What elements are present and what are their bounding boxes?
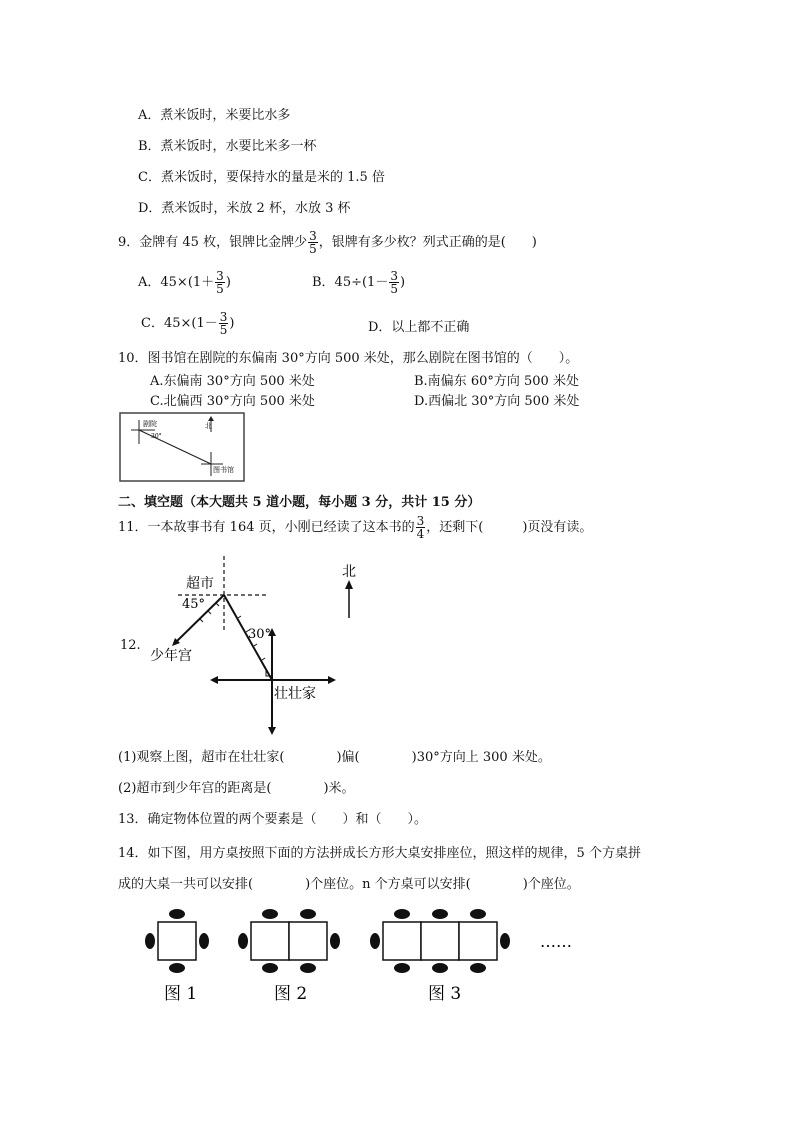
section-2-title: 二、填空题（本大题共 5 道小题，每小题 3 分，共计 15 分） xyxy=(118,495,481,510)
q10-option-d: D.西偏北 30°方向 500 米处 xyxy=(414,394,580,409)
q11-stem-text: 11．一本故事书有 164 页，小刚已经读了这本书的 xyxy=(118,520,415,535)
q12-direction-figure xyxy=(140,556,380,736)
fig-3-table xyxy=(370,909,510,973)
fig-north-label: 北 xyxy=(205,422,212,430)
fraction-denominator: 5 xyxy=(309,242,317,256)
fraction-numerator: 3 xyxy=(219,310,228,324)
fig-zhuang-home-label: 壮壮家 xyxy=(274,686,316,702)
fig-1-table xyxy=(145,909,209,973)
fig-3-caption: 图 3 xyxy=(428,984,462,1004)
fig-ellipsis: …… xyxy=(540,932,572,951)
q9-stem xyxy=(118,228,537,258)
q13-stem: 13．确定物体位置的两个要素是（ ）和（ ）。 xyxy=(118,812,428,827)
fig-45-label: 45° xyxy=(182,597,206,612)
paren-close: ) xyxy=(229,316,235,331)
fig-supermarket-label: 超市 xyxy=(186,576,214,592)
fig-youth-palace-label: 少年宫 xyxy=(150,648,192,664)
home-west-arrow-icon xyxy=(210,676,218,684)
q14-line-1: 14．如下图，用方桌按照下面的方法拼成长方形大桌安排座位，照这样的规律，5 个方桌拼 xyxy=(118,846,641,861)
q9-option-a-text: A．45×(1＋ xyxy=(138,275,215,290)
q10-option-a: A.东偏南 30°方向 500 米处 xyxy=(150,374,315,389)
fig-theater-label: 剧院 xyxy=(143,420,157,428)
q12-part-2: (2)超市到少年宫的距离是( )米。 xyxy=(118,781,355,796)
home-east-arrow-icon xyxy=(328,676,336,684)
fig-north-label: 北 xyxy=(342,564,356,580)
fraction-denominator: 5 xyxy=(216,282,224,296)
q9-stem-text-end: ，银牌有多少枚？列式正确的是( ) xyxy=(318,235,537,250)
fraction-denominator: 5 xyxy=(219,323,228,337)
fraction-numerator: 3 xyxy=(390,269,398,283)
q14-line-2: 成的大桌一共可以安排( )个座位。n 个方桌可以安排( )个座位。 xyxy=(118,877,580,892)
fig-2-table xyxy=(238,909,340,973)
fig-library-label: 图书馆 xyxy=(213,466,234,474)
north-indicator-arrow-icon xyxy=(345,580,353,589)
q11-stem-text-end: ，还剩下( )页没有读。 xyxy=(426,520,593,535)
q8-option-b: B．煮米饭时，水要比米多一杯 xyxy=(138,139,317,154)
q8-option-a: A．煮米饭时，米要比水多 xyxy=(138,108,291,123)
q11-stem xyxy=(118,513,592,543)
q8-option-d: D．煮米饭时，米放 2 杯，水放 3 杯 xyxy=(138,201,351,216)
q9-option-c-fraction xyxy=(219,311,229,336)
paren-close: ) xyxy=(399,275,406,290)
q12-number: 12. xyxy=(120,638,141,653)
q14-table-figure xyxy=(140,904,590,1004)
fraction-denominator: 4 xyxy=(416,527,425,541)
home-south-arrow-icon xyxy=(268,727,276,735)
q10-option-c: C.北偏西 30°方向 500 米处 xyxy=(150,394,315,409)
fig-1-caption: 图 1 xyxy=(164,984,198,1004)
q12-part-1: (1)观察上图，超市在壮壮家( )偏( )30°方向上 300 米处。 xyxy=(118,750,551,765)
fraction-numerator: 3 xyxy=(216,269,224,283)
q10-stem: 10．图书馆在剧院的东偏南 30°方向 500 米处，那么剧院在图书馆的（ ）。 xyxy=(118,351,579,366)
q9-stem-text: 9．金牌有 45 枚，银牌比金牌少 xyxy=(118,235,308,250)
q9-option-c xyxy=(141,309,234,339)
q11-fraction xyxy=(416,515,426,540)
fraction-numerator: 3 xyxy=(416,514,425,528)
paren-close: ) xyxy=(225,275,231,290)
q9-option-b-text: B．45÷(1－ xyxy=(312,275,389,290)
q9-option-a-fraction xyxy=(215,270,225,295)
q9-fraction xyxy=(308,230,318,255)
fig-2-caption: 图 2 xyxy=(274,984,308,1004)
fraction-numerator: 3 xyxy=(309,229,317,243)
q10-direction-figure xyxy=(119,412,245,482)
q9-option-a xyxy=(138,268,231,298)
q10-option-b: B.南偏东 60°方向 500 米处 xyxy=(414,374,579,389)
fig-angle-label: 30° xyxy=(151,433,162,440)
q9-option-b xyxy=(312,268,405,298)
q8-option-c: C．煮米饭时，要保持水的量是米的 1.5 倍 xyxy=(138,170,385,185)
q9-option-c-text: C．45×(1－ xyxy=(141,316,218,331)
fig-30-label: 30° xyxy=(248,627,272,642)
q9-option-d: D．以上都不正确 xyxy=(368,320,470,335)
fraction-denominator: 5 xyxy=(390,282,398,296)
q9-option-b-fraction xyxy=(389,270,399,295)
